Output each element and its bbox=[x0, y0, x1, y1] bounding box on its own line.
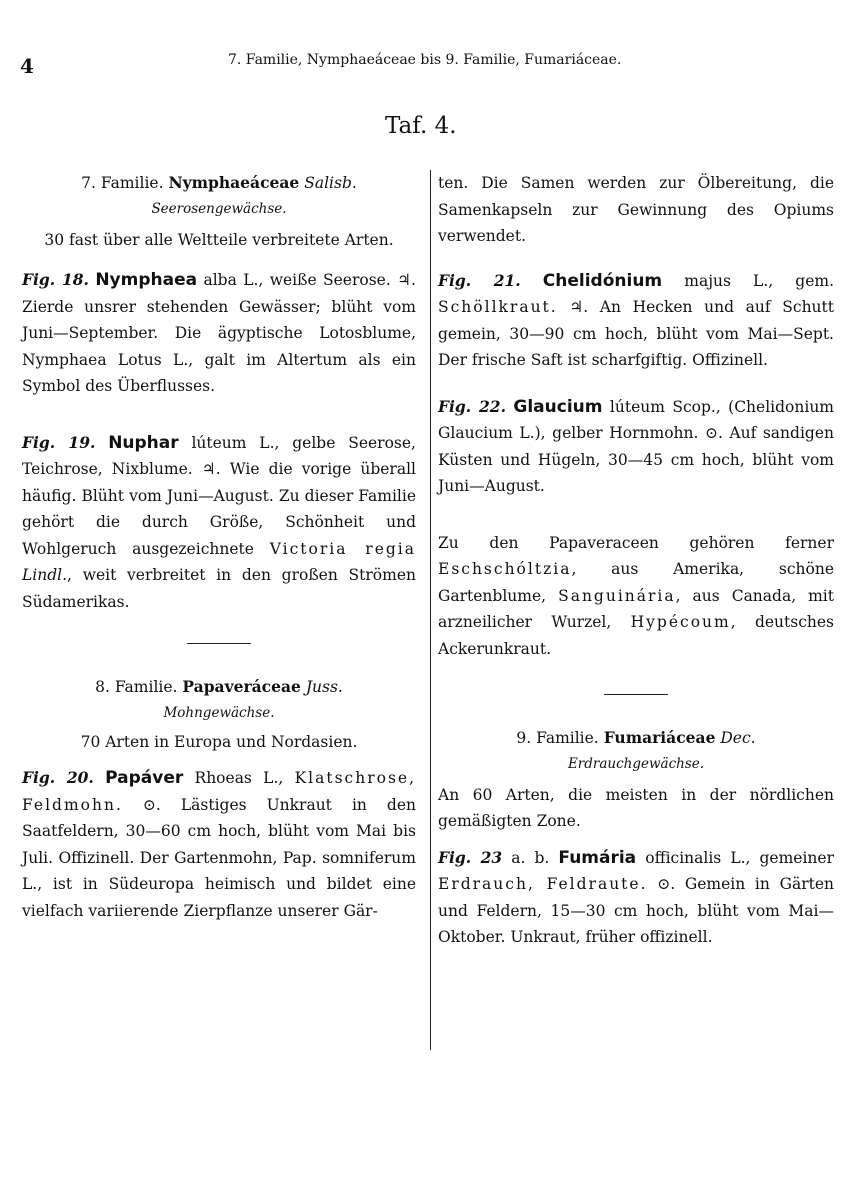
fig-23-text: officinalis L., gemeiner bbox=[645, 848, 835, 867]
fig-23-entry bbox=[438, 845, 834, 951]
fig-18-text: alba L., weiße Seerose. ♃. Zierde unsrer stehenden Gewässer; blüht vom Juni—September. Die ägyptische Lotosblume, Nymphaea Lotus L., galt im Altertum als ein Symbol des Überflusses. bbox=[22, 271, 416, 395]
note-text-c: , aus Canada, mit arzneilicher Wurzel, bbox=[438, 586, 834, 631]
column-divider bbox=[430, 170, 431, 1050]
fig-23-common-name: Erdrauch, Feldraute. bbox=[438, 875, 648, 893]
family-9-name: Fumariáceae bbox=[603, 728, 716, 747]
fig-19-genus: Nuphar bbox=[108, 432, 179, 453]
family-9-prefix: 9. Familie. bbox=[516, 729, 599, 747]
fig-23-text-end: ⊙. Gemein in Gärten und Feldern, 15—30 cm hoch, blüht vom Mai—Oktober. Unkraut, früher offizinell. bbox=[438, 875, 835, 946]
fig-19-label: Fig. 19. bbox=[22, 432, 96, 452]
fig-23-ab: a. b. bbox=[511, 848, 550, 867]
fig-21-common-name: Schöllkraut. bbox=[438, 298, 558, 316]
family-7-name: Nymphaeáceae bbox=[168, 173, 300, 192]
fig-22-text: lúteum Scop., (Chelidonium Glaucium L.), gelber Hornmohn. ⊙. Auf sandigen Küsten und Hügeln, 30—45 cm hoch, blüht vom Juni—August. bbox=[438, 397, 835, 495]
continued-text: ten. Die Samen werden zur Ölbereitung, die Samenkapseln zur Gewinnung des Opiums verwendet. bbox=[438, 174, 834, 245]
family-7-subtitle: Seerosengewächse. bbox=[151, 200, 287, 217]
fig-18-entry bbox=[22, 267, 416, 400]
family-9-subtitle: Erdrauchgewächse. bbox=[567, 755, 705, 772]
fig-22-genus: Glaucium bbox=[513, 396, 603, 417]
fig-19-entry bbox=[22, 430, 416, 616]
family-8-summary: 70 Arten in Europa und Nordasien. bbox=[80, 732, 358, 751]
fig-21-genus: Chelidónium bbox=[542, 270, 663, 291]
family-7-heading bbox=[22, 170, 416, 197]
fig-19-text-end: , weit verbreitet in den großen Strömen Südamerikas. bbox=[22, 566, 416, 611]
family-9-heading bbox=[438, 725, 834, 752]
family-8-subtitle: Mohngewächse. bbox=[163, 704, 275, 721]
family-8-name: Papaveráceae bbox=[182, 677, 301, 696]
family-9-summary: An 60 Arten, die meisten in der nördlichen gemäßigten Zone. bbox=[438, 785, 834, 830]
fig-22-entry bbox=[438, 394, 834, 500]
fig-21-label: Fig. 21. bbox=[438, 270, 521, 290]
fig-22-label: Fig. 22. bbox=[438, 396, 506, 416]
family-7-prefix: 7. Familie. bbox=[81, 174, 164, 192]
note-text-d: , deutsches Ackerunkraut. bbox=[438, 613, 834, 658]
fig-23-genus: Fumária bbox=[558, 847, 637, 868]
family-9-author: Dec. bbox=[720, 729, 756, 747]
fig-20-text-end: ⊙. Lästiges Unkraut in den Saatfeldern, 30—60 cm hoch, blüht vom Mai bis Juli. Offizinell. Der Gartenmohn, Pap. somniferum L., ist in Südeuropa heimisch und bildet eine vielfach variierende Zierpflanze unserer Gär- bbox=[22, 795, 416, 920]
page-number: 4 bbox=[20, 54, 34, 78]
note-sanguinaria: Sanguinária bbox=[558, 586, 676, 605]
family-8-prefix: 8. Familie. bbox=[95, 678, 178, 696]
family-8-author: Juss. bbox=[305, 678, 343, 696]
fig-20-entry bbox=[22, 765, 416, 924]
note-text: Zu den Papaveraceen gehören ferner bbox=[438, 533, 834, 552]
fig-20-genus: Papáver bbox=[105, 768, 184, 788]
fig-18-genus: Nymphaea bbox=[95, 270, 198, 290]
fig-20-common-name: Klatschrose, Feldmohn. bbox=[22, 769, 417, 814]
fig-21-entry bbox=[438, 268, 834, 374]
fig-19-victoria: Victoria regia bbox=[269, 539, 416, 558]
family-8-heading bbox=[22, 674, 416, 701]
fig-19-author: Lindl. bbox=[22, 566, 68, 584]
fig-21-text-end: ♃. An Hecken und auf Schutt gemein, 30—90 cm hoch, blüht vom Mai—Sept. Der frische Saft ist scharfgiftig. Offizinell. bbox=[438, 298, 834, 369]
section-separator-left bbox=[187, 643, 251, 644]
papaveraceae-note bbox=[438, 530, 834, 663]
fig-20-label: Fig. 20. bbox=[22, 768, 94, 787]
fig-18-label: Fig. 18. bbox=[22, 270, 89, 289]
left-column bbox=[22, 170, 416, 924]
fig-23-label: Fig. 23 bbox=[438, 847, 503, 867]
right-column bbox=[438, 170, 834, 951]
fig-19-text: lúteum L., gelbe Seerose, Teichrose, Nixblume. ♃. Wie die vorige überall häufig. Blüht vom Juni—August. Zu dieser Familie gehört die durch Größe, Schönheit und Wohlgeruch ausgezeichnete bbox=[22, 433, 416, 558]
fig-20-text: Rhoeas L., bbox=[194, 769, 284, 787]
section-separator-right bbox=[604, 694, 668, 695]
fig-21-text: majus L., gem. bbox=[684, 271, 834, 290]
note-eschscholtzia: Eschschóltzia bbox=[438, 560, 572, 578]
note-hypecoum: Hypécoum bbox=[630, 613, 731, 631]
running-header: 7. Familie, Nymphaeáceae bis 9. Familie, Fumariáceae. bbox=[228, 52, 622, 68]
note-text-b: , aus Amerika, schöne Gartenblume, bbox=[438, 560, 834, 605]
plate-title: Taf. 4. bbox=[385, 113, 457, 139]
family-7-author: Salisb. bbox=[304, 174, 357, 192]
family-7-summary: 30 fast über alle Weltteile verbreitete Arten. bbox=[44, 230, 394, 249]
